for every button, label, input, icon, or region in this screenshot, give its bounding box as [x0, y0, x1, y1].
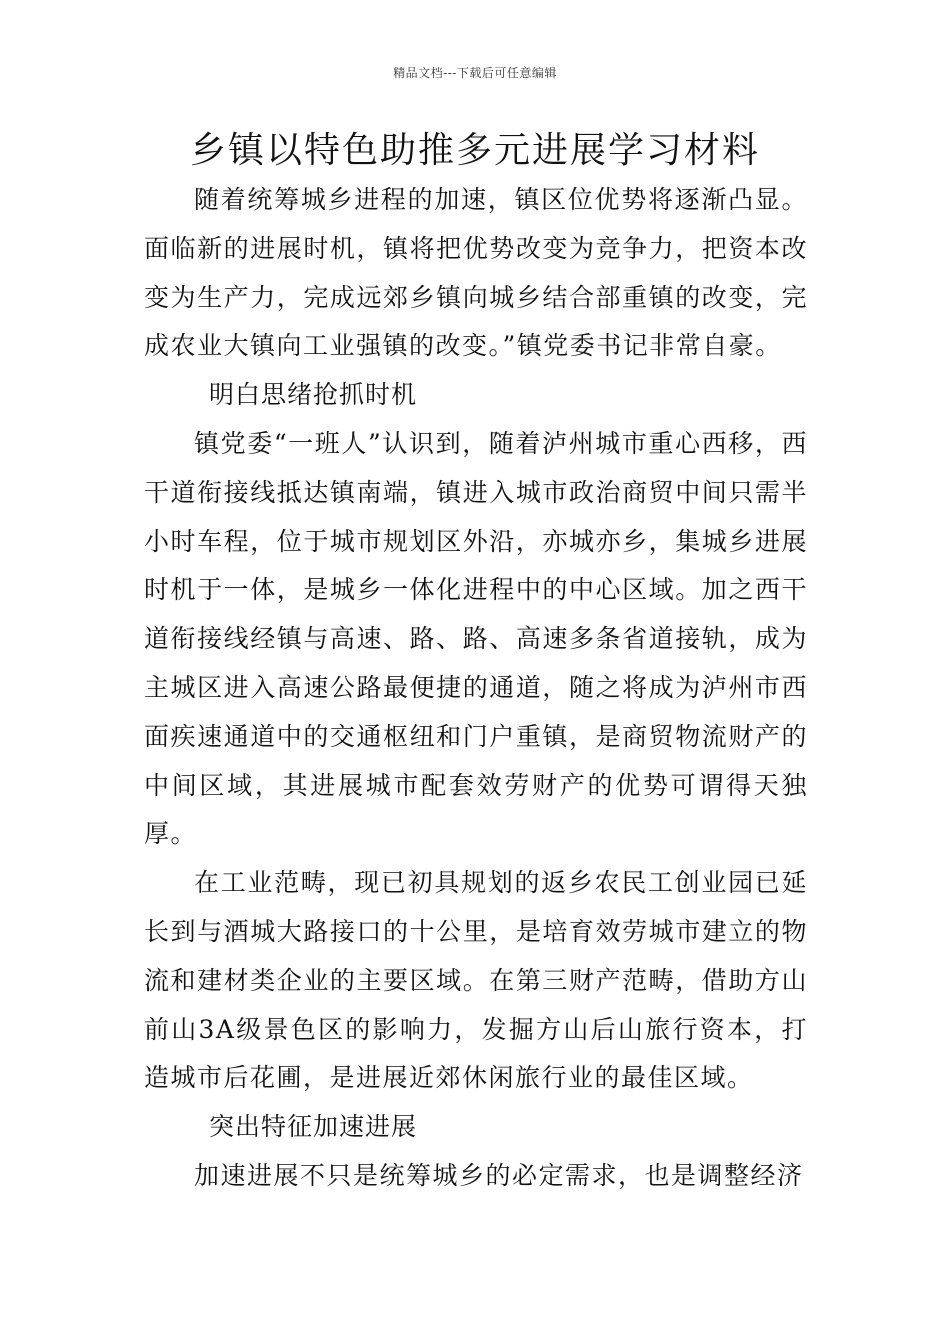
section-heading-highlight-features: 突出特征加速进展: [209, 1112, 418, 1142]
paragraph-location-advantage: 镇党委“一班人”认识到，随着泸州城市重心西移，西干道衔接线抵达镇南端，镇进入城市政治商贸中间只需半小时车程，位于城市规划区外沿，亦城亦乡，集城乡进展时机于一体，是城乡一体化进程中的中心区域。加之西干道衔接线经镇与高速、路、路、高速多条省道接轨，成为主城区进入高速公路最便捷的通道，随之将成为泸州市西面疾速通道中的交通枢纽和门户重镇，是商贸物流财产的中间区域，其进展城市配套效劳财产的优势可谓得天独厚。: [144, 428, 808, 849]
section-heading-clear-thinking: 明白思绪抢抓时机: [209, 380, 418, 410]
paragraph-intro: 随着统筹城乡进程的加速，镇区位优势将逐渐凸显。面临新的进展时机，镇将把优势改变为竞争力，把资本改变为生产力，完成远郊乡镇向城乡结合部重镇的改变，完成农业大镇向工业强镇的改变。”镇党委书记非常自豪。: [144, 185, 808, 361]
document-body: [144, 176, 808, 1201]
paragraph-industry-tourism: 在工业范畴，现已初具规划的返乡农民工创业园已延长到与酒城大路接口的十公里，是培育效劳城市建立的物流和建材类企业的主要区域。在第三财产范畴，借助方山前山3A级景色区的影响力，发掘方山后山旅行资本，打造城市后花圃，是进展近郊休闲旅行业的最佳区域。: [144, 868, 808, 1093]
paragraph-accelerate-development: 加速进展不只是统筹城乡的必定需求，也是调整经济: [194, 1160, 804, 1190]
document-title: 乡镇以特色助推多元进展学习材料: [189, 130, 760, 171]
header-note: 精品文档---下载后可任意编辑: [393, 66, 557, 80]
